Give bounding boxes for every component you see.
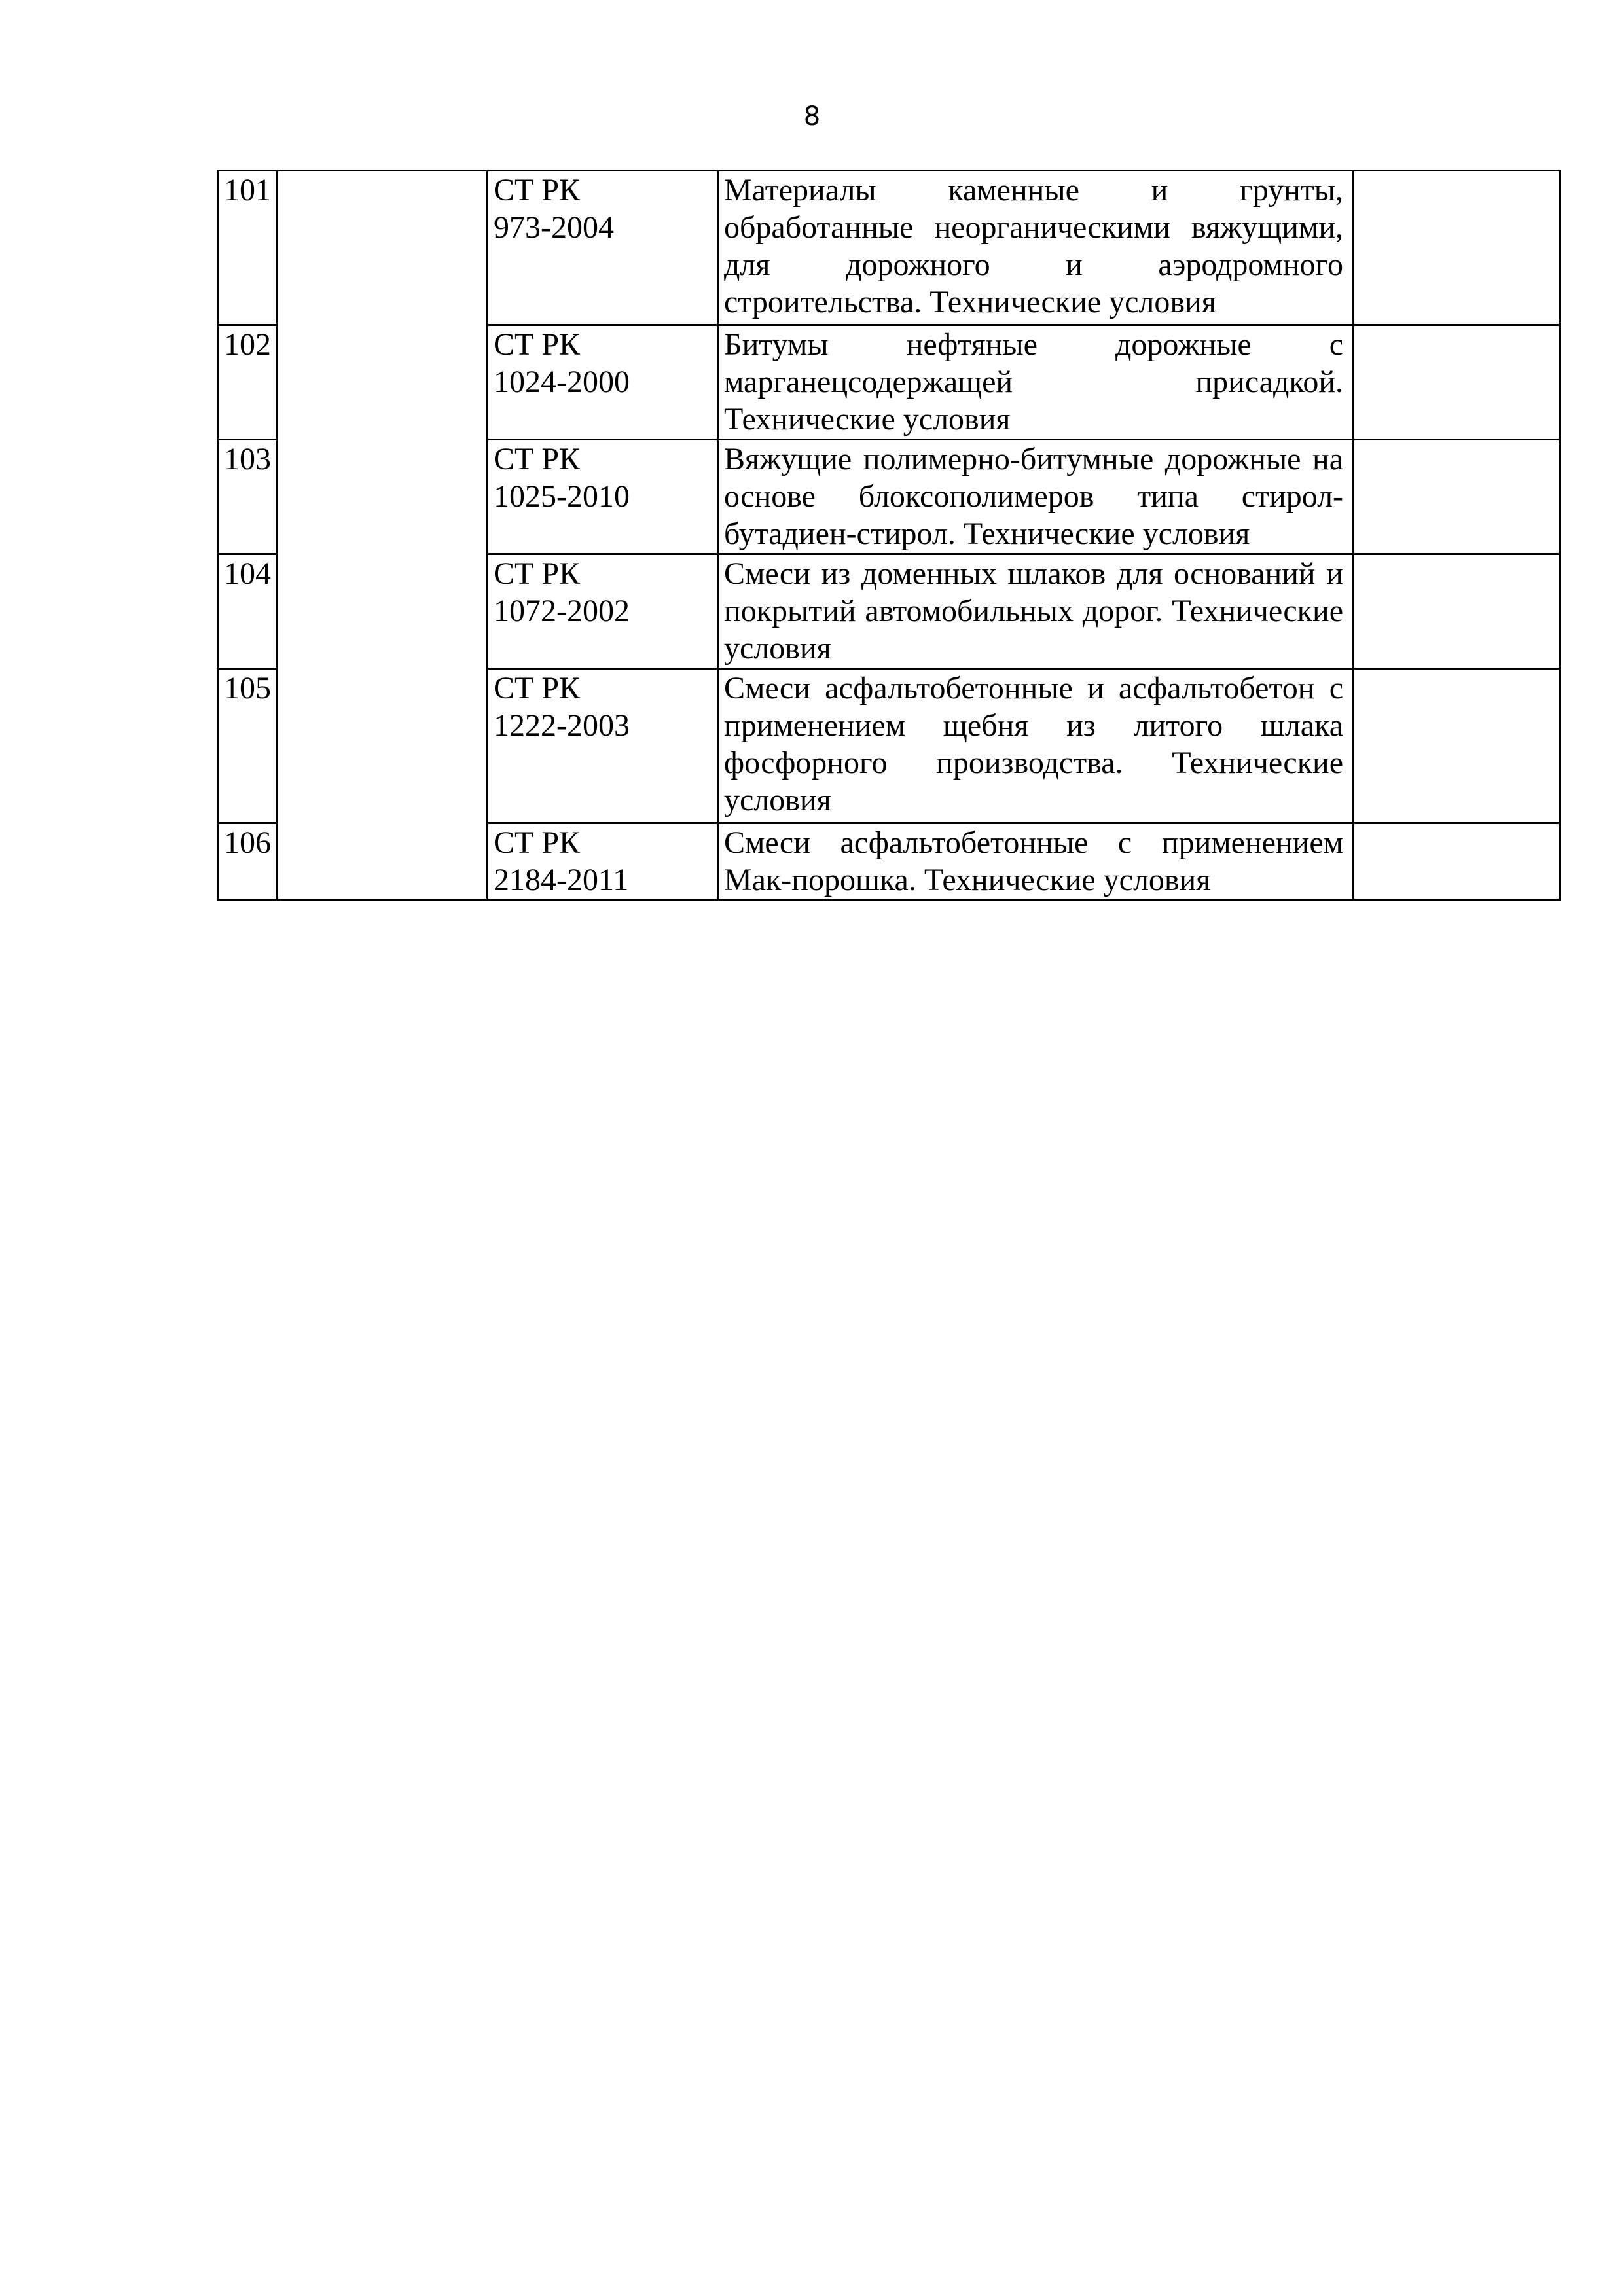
standard-code-prefix: СТ РК <box>494 442 581 476</box>
standard-code <box>488 171 718 325</box>
standard-title: Смеси из доменных шлаков для оснований и покрытий автомобильных дорог. Технические условия <box>718 554 1354 669</box>
standard-code <box>488 554 718 669</box>
note-cell <box>1354 440 1560 554</box>
standard-title: Вяжущие полимерно-битумные дорожные на основе блоксополимеров типа стирол-бутадиен-стирол. Технические условия <box>718 440 1354 554</box>
note-cell <box>1354 554 1560 669</box>
row-number: 105 <box>218 669 278 823</box>
row-number: 103 <box>218 440 278 554</box>
row-number: 106 <box>218 823 278 900</box>
note-cell <box>1354 325 1560 440</box>
standard-title: Материалы каменные и грунты, обработанные неорганическими вяжущими, для дорожного и аэродромного строительства. Технические условия <box>718 171 1354 325</box>
standard-code-number: 973-2004 <box>494 210 614 245</box>
standards-table <box>217 170 1561 901</box>
standard-code-number: 1072-2002 <box>494 594 630 628</box>
page-number: 8 <box>803 101 821 132</box>
standard-title: Битумы нефтяные дорожные с марганецсодержащей присадкой. Технические условия <box>718 325 1354 440</box>
row-number: 101 <box>218 171 278 325</box>
standard-code <box>488 325 718 440</box>
row-number: 102 <box>218 325 278 440</box>
standard-code-number: 2184-2011 <box>494 863 629 897</box>
row-number: 104 <box>218 554 278 669</box>
merged-empty-cell <box>278 171 488 900</box>
standard-code-number: 1025-2010 <box>494 479 630 514</box>
standard-code-prefix: СТ РК <box>494 173 581 207</box>
standard-title: Смеси асфальтобетонные с применением Мак-порошка. Технические условия <box>718 823 1354 900</box>
standard-code-prefix: СТ РК <box>494 825 581 860</box>
standard-code-prefix: СТ РК <box>494 671 581 706</box>
standard-code-prefix: СТ РК <box>494 556 581 591</box>
standard-code-prefix: СТ РК <box>494 327 581 362</box>
standard-code-number: 1222-2003 <box>494 708 630 743</box>
standard-title: Смеси асфальтобетонные и асфальтобетон с применением щебня из литого шлака фосфорного производства. Технические условия <box>718 669 1354 823</box>
standard-code <box>488 440 718 554</box>
table-row <box>218 171 1560 325</box>
standard-code <box>488 823 718 900</box>
note-cell <box>1354 823 1560 900</box>
note-cell <box>1354 171 1560 325</box>
standard-code-number: 1024-2000 <box>494 365 630 399</box>
standard-code <box>488 669 718 823</box>
note-cell <box>1354 669 1560 823</box>
